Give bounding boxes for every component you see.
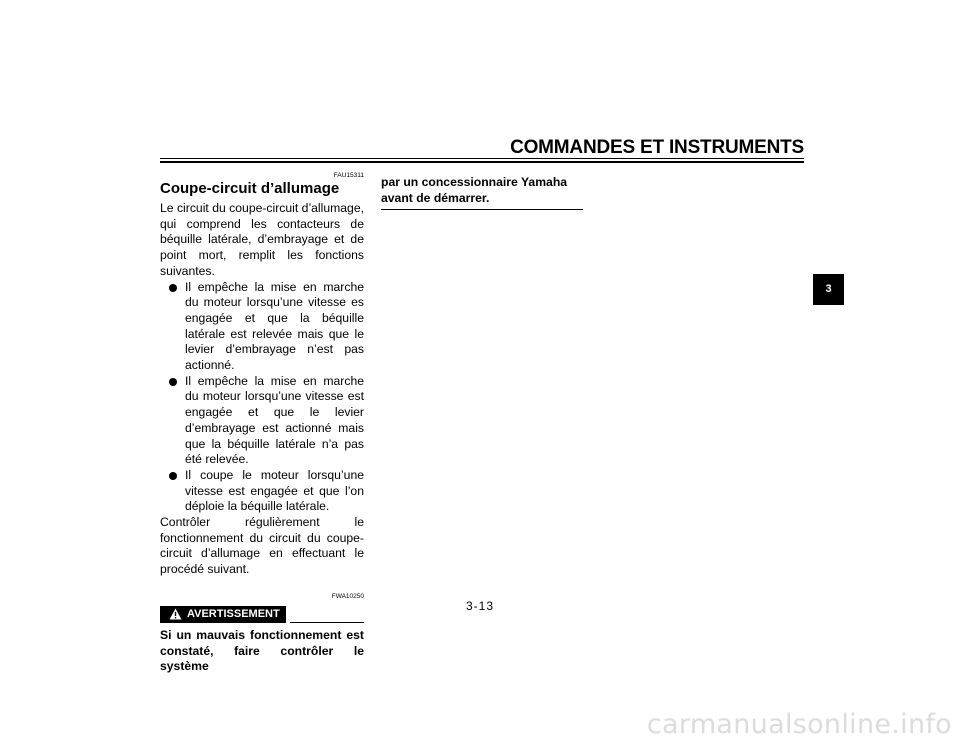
warning-header [160, 606, 364, 626]
bullet-icon [169, 284, 177, 292]
intro-paragraph: Le circuit du coupe-circuit d’allumage, qui comprend les contacteurs de béquille latérale, d’embrayage et de point mort, remplit les fonctions suivantes. [160, 201, 364, 278]
header-rule-thick [160, 161, 804, 163]
watermark-text: carmanualsonline.info [646, 709, 952, 740]
list-item-text: Il empêche la mise en marche du moteur lorsqu’une vitesse es engagée et que la béquille latérale est relevée mais que le levier d’embrayage n’est pas actionné. [185, 279, 364, 373]
list-item [160, 468, 364, 515]
list-item [160, 280, 364, 374]
page-header-title: COMMANDES ET INSTRUMENTS [510, 137, 804, 158]
function-list [160, 280, 364, 516]
header-rule-thin [160, 158, 804, 159]
page-number: 3-13 [465, 599, 495, 613]
warning-label: AVERTISSEMENT [187, 607, 280, 620]
section-title: Coupe-circuit d’allumage [160, 180, 340, 197]
warning-badge [160, 606, 286, 623]
warning-end-rule [381, 209, 583, 210]
warning-triangle-icon [169, 608, 182, 620]
bullet-icon [169, 472, 177, 480]
chapter-tab: 3 [813, 274, 844, 305]
warning-text: Si un mauvais fonctionnement est constaté, faire contrôler le système [160, 627, 364, 674]
warning-continuation: par un concessionnaire Yamaha avant de démarrer. [381, 175, 568, 205]
warning-rule [290, 622, 364, 623]
warning-code: FWA10250 [331, 592, 364, 600]
list-item [160, 374, 364, 468]
right-column [381, 172, 583, 210]
left-column [160, 172, 364, 675]
list-item-text: Il coupe le moteur lorsqu’une vitesse est engagée et que l’on déploie la béquille latérale. [185, 467, 364, 514]
bullet-icon [169, 378, 177, 386]
outro-paragraph: Contrôler régulièrement le fonctionnement du circuit du coupe-circuit d’allumage en effectuant le procédé suivant. [160, 515, 364, 577]
list-item-text: Il empêche la mise en marche du moteur lorsqu’une vitesse est engagée et que le levier d’embrayage est actionné mais que la béquille latérale n’a pas été relevée. [185, 373, 364, 467]
section-code: FAU15311 [333, 172, 364, 179]
